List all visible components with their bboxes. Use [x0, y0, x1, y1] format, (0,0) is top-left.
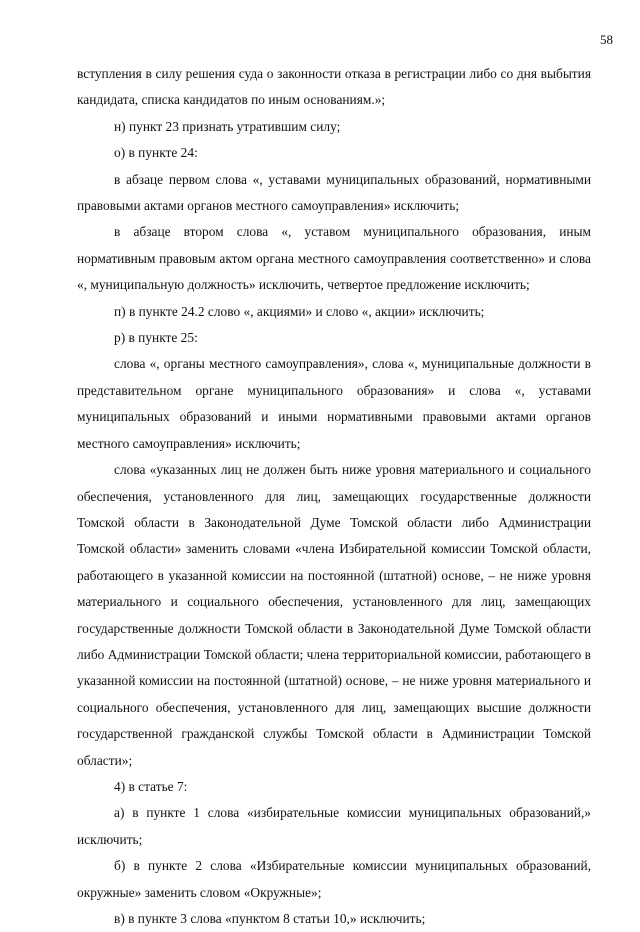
paragraph-item-o: о) в пункте 24: [114, 145, 198, 161]
paragraph-item-b: б) в пункте 2 слова «Избирательные комиссии муниципальных образований, окружные» заменить словом «Окружные»; [77, 858, 591, 900]
paragraph-words-persons: слова «указанных лиц не должен быть ниже уровня материального и социального обеспечения, установленного для лиц, замещающих государственные должности Томской области в Законодательной Думе Томской области либо Администрации Томской области» заменить словами «члена Избирательной комиссии Томской области, работающего в указанной комиссии на постоянной (штатной) основе, – не ниже уровня материального и социального обеспечения, установленного для лиц, замещающих государственные должности Томской области в Законодательной Думе Томской области либо Администрации Томской области; члена территориальной комиссии, работающего в указанной комиссии на постоянной (штатной) основе, – не ниже уровня материального и социального обеспечения, установленного для лиц, замещающих высшие должности государственной гражданской службы Томской области в Администрации Томской области»; [77, 462, 591, 768]
paragraph-second-abzac: в абзаце втором слова «, уставом муниципального образования, иным нормативным правовым актом органа местного самоуправления соответственно» и слова «, муниципальную должность» исключить, четвертое предложение исключить; [77, 224, 591, 293]
document-body [77, 61, 591, 932]
paragraph-first-abzac: в абзаце первом слова «, уставами муниципальных образований, нормативными правовыми актами органов местного самоуправления» исключить; [77, 171, 591, 214]
paragraph-words-organs: слова «, органы местного самоуправления», слова «, муниципальные должности в представительном органе муниципального образования» и слова «, уставами муниципальных образований и иными нормативными правовыми актами органов местного самоуправления» исключить; [77, 356, 591, 451]
paragraph-item-v: в) в пункте 3 слова «пунктом 8 статьи 10,» исключить; [114, 911, 426, 926]
paragraph-item-a: а) в пункте 1 слова «избирательные комиссии муниципальных образований,» исключить; [77, 805, 591, 847]
paragraph-continuation: вступления в силу решения суда о законности отказа в регистрации либо со дня выбытия кандидата, списка кандидатов по иным основаниям.»; [77, 66, 591, 108]
paragraph-item-r: р) в пункте 25: [114, 330, 198, 346]
paragraph-article-7: 4) в статье 7: [114, 778, 188, 794]
paragraph-item-n: н) пункт 23 признать утратившим силу; [114, 118, 341, 134]
page-number: 58 [600, 32, 613, 47]
paragraph-item-p: п) в пункте 24.2 слово «, акциями» и слово «, акции» исключить; [114, 303, 485, 319]
